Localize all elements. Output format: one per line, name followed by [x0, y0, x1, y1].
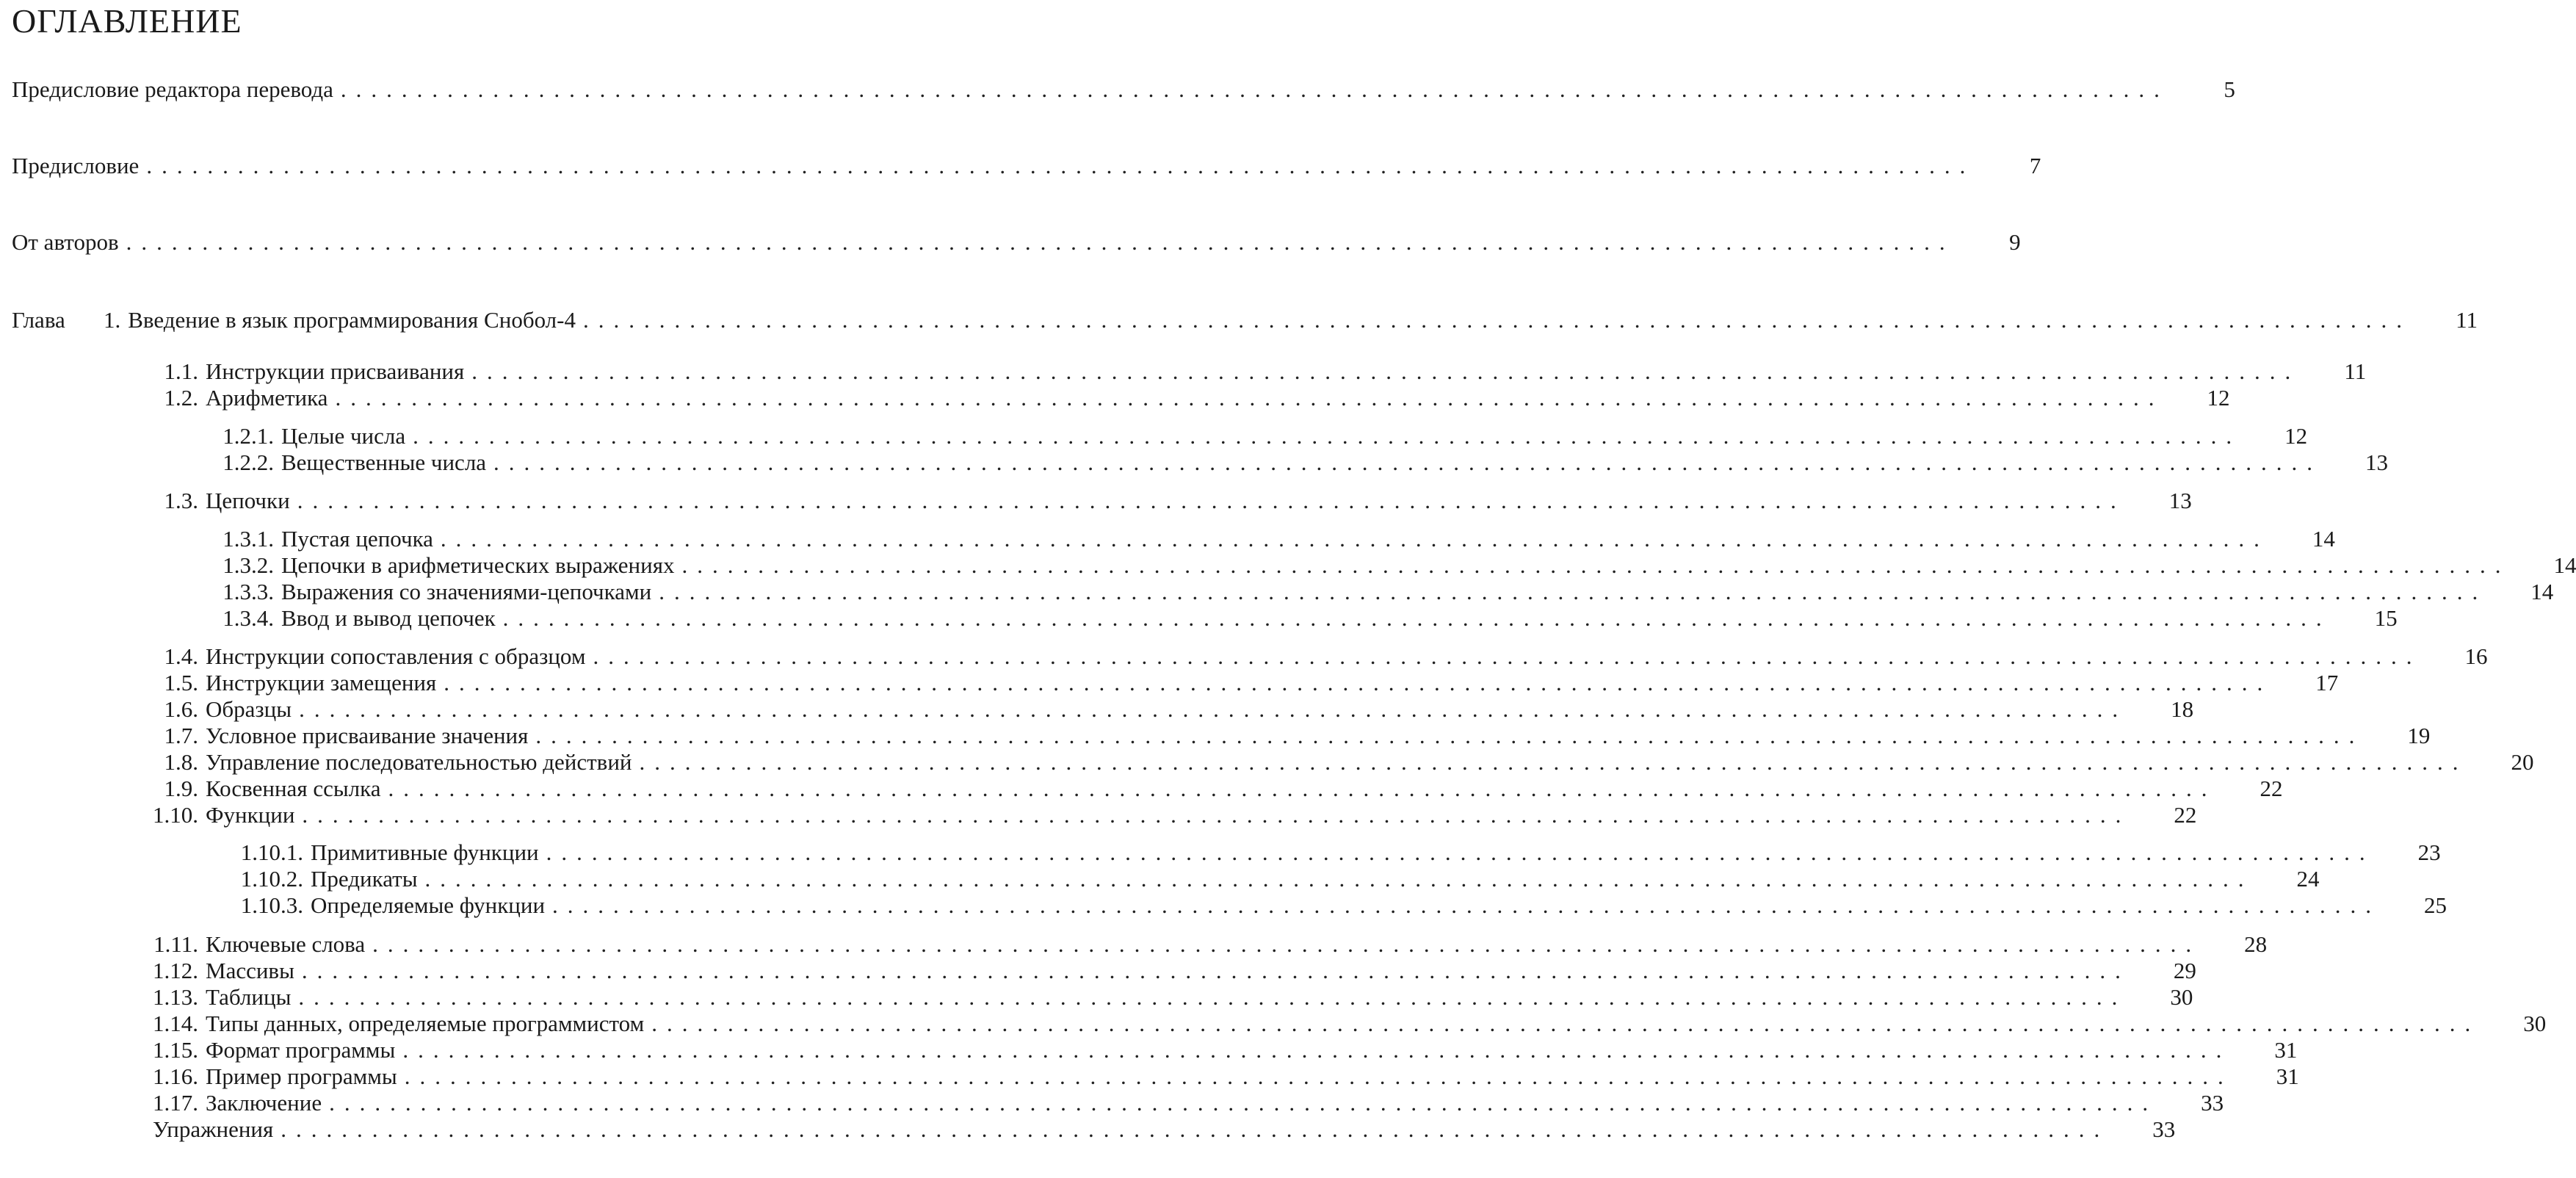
section-number: 1.3.1. — [222, 526, 274, 552]
toc-entry-editor-preface[interactable] — [12, 76, 2235, 102]
toc-page-number: 22 — [2174, 802, 2197, 828]
toc-entry-label: От авторов — [12, 229, 119, 255]
toc-entry-label: Типы данных, определяемые программистом — [206, 1011, 645, 1036]
chapter-word: Глава — [12, 307, 65, 333]
toc-entry-section[interactable] — [140, 776, 2283, 801]
toc-page-number: 5 — [2224, 76, 2235, 102]
leader-dots: ........................................................................................................................ — [593, 643, 2422, 669]
leader-dots: ........................................................................................................................ — [126, 229, 1955, 255]
toc-entry-exercises[interactable] — [153, 1116, 2176, 1142]
toc-page-number: 16 — [2464, 643, 2488, 669]
toc-page-number: 19 — [2407, 723, 2431, 748]
toc-page-number: 13 — [2168, 488, 2192, 513]
section-number: 1.3. — [164, 488, 198, 513]
section-number: 1.10. — [153, 802, 198, 828]
leader-dots: ........................................................................................................................ — [471, 358, 2301, 384]
section-number: 1.15. — [153, 1037, 198, 1063]
toc-entry-subsection[interactable] — [202, 449, 2389, 475]
toc-page-number: 24 — [2296, 866, 2320, 892]
toc-entry-subsection[interactable] — [202, 552, 2576, 578]
toc-page-number: 28 — [2244, 931, 2268, 957]
section-number: 1.14. — [153, 1011, 198, 1036]
leader-dots: ........................................................................................................................ — [440, 526, 2269, 552]
toc-page-number: 25 — [2424, 892, 2447, 918]
toc-page-number: 14 — [2553, 552, 2576, 578]
leader-dots: ........................................................................................................................ — [444, 670, 2273, 695]
page-title: ОГЛАВЛЕНИЕ — [12, 2, 242, 40]
toc-page-number: 13 — [2365, 449, 2389, 475]
section-number: 1.1. — [164, 358, 198, 384]
toc-page-number: 14 — [2530, 579, 2554, 604]
section-number: 1.4. — [164, 643, 198, 669]
toc-entry-label: Цепочки в арифметических выражениях — [281, 552, 675, 578]
toc-entry-label: Формат программы — [206, 1037, 396, 1063]
toc-page-number: 7 — [2029, 153, 2041, 178]
toc-entry-section[interactable] — [140, 358, 2367, 384]
leader-dots: ........................................................................................................................ — [546, 839, 2375, 865]
leader-dots: ........................................................................................................................ — [552, 892, 2381, 918]
toc-entry-subsection[interactable] — [202, 605, 2398, 631]
toc-entry-authors[interactable] — [12, 229, 2021, 255]
leader-dots: ........................................................................................................................ — [388, 776, 2217, 801]
toc-page-number: 31 — [2276, 1063, 2299, 1089]
leader-dots: ........................................................................................................................ — [413, 423, 2242, 449]
toc-entry-label: Косвенная ссылка — [206, 776, 381, 801]
toc-page-number: 30 — [2170, 984, 2193, 1010]
toc-entry-label: Предикаты — [311, 866, 418, 892]
toc-entry-section[interactable] — [140, 643, 2488, 669]
section-number: 1.2. — [164, 385, 198, 411]
toc-entry-label: Выражения со значениями-цепочками — [281, 579, 652, 604]
toc-page-number: 33 — [2201, 1090, 2224, 1116]
toc-page-number: 17 — [2315, 670, 2339, 695]
leader-dots: ........................................................................................................................ — [651, 1011, 2481, 1036]
section-number: 1.11. — [153, 931, 198, 957]
toc-entry-label: Условное присваивание значения — [206, 723, 529, 748]
leader-dots: ........................................................................................................................ — [281, 1116, 2110, 1142]
toc-page-number: 11 — [2456, 307, 2478, 333]
toc-page-number: 12 — [2207, 385, 2230, 411]
toc-entry-section[interactable] — [140, 1090, 2224, 1116]
toc-entry-subsection[interactable] — [202, 526, 2335, 552]
toc-entry-section[interactable] — [140, 931, 2268, 957]
toc-entry-label: Таблицы — [206, 984, 292, 1010]
toc-entry-label: Упражнения — [153, 1116, 274, 1142]
leader-dots: ........................................................................................................................ — [335, 385, 2164, 411]
section-number: 1.13. — [153, 984, 198, 1010]
toc-entry-label: Целые числа — [281, 423, 406, 449]
toc-entry-label: Введение в язык программирования Снобол-4 — [128, 307, 576, 333]
toc-entry-section[interactable] — [140, 670, 2339, 695]
toc-entry-label: Предисловие — [12, 153, 140, 178]
toc-page-number: 14 — [2312, 526, 2335, 552]
toc-entry-subsection[interactable] — [217, 866, 2320, 892]
leader-dots: ........................................................................................................................ — [582, 307, 2412, 333]
toc-entry-label: Управление последовательностью действий — [206, 749, 632, 775]
toc-page-number: 31 — [2274, 1037, 2298, 1063]
toc-entry-label: Массивы — [206, 958, 294, 983]
chapter-number: 1. — [104, 307, 121, 333]
toc-page-number: 22 — [2260, 776, 2283, 801]
toc-entry-section[interactable] — [140, 749, 2534, 775]
toc-page-number: 18 — [2171, 696, 2194, 722]
toc-entry-section[interactable] — [140, 958, 2196, 983]
leader-dots: ........................................................................................................................ — [302, 802, 2131, 828]
section-number: 1.3.2. — [222, 552, 274, 578]
toc-page-number: 9 — [2009, 229, 2021, 255]
leader-dots: ........................................................................................................................ — [340, 76, 2169, 102]
toc-page-number: 20 — [2511, 749, 2534, 775]
section-number: 1.2.1. — [222, 423, 274, 449]
toc-page-number: 12 — [2284, 423, 2308, 449]
toc-entry-label: Вещественные числа — [281, 449, 487, 475]
section-number: 1.6. — [164, 696, 198, 722]
section-number: 1.10.1. — [240, 839, 303, 865]
leader-dots: ........................................................................................................................ — [297, 488, 2126, 513]
leader-dots: ........................................................................................................................ — [372, 931, 2201, 957]
toc-entry-section[interactable] — [140, 696, 2194, 722]
leader-dots: ........................................................................................................................ — [424, 866, 2254, 892]
section-number: 1.3.3. — [222, 579, 274, 604]
toc-entry-label: Пример программы — [206, 1063, 397, 1089]
leader-dots: ........................................................................................................................ — [301, 958, 2130, 983]
toc-entry-label: Арифметика — [206, 385, 328, 411]
toc-page-number: 29 — [2173, 958, 2196, 983]
section-number: 1.7. — [164, 723, 198, 748]
section-number: 1.5. — [164, 670, 198, 695]
toc-page-number: 15 — [2374, 605, 2398, 631]
toc-entry-label: Цепочки — [206, 488, 290, 513]
toc-entry-section[interactable] — [140, 1011, 2547, 1036]
leader-dots: ........................................................................................................................ — [502, 605, 2331, 631]
section-number: 1.3.4. — [222, 605, 274, 631]
section-number: 1.12. — [153, 958, 198, 983]
toc-entry-section[interactable] — [140, 984, 2193, 1010]
leader-dots: ........................................................................................................................ — [535, 723, 2365, 748]
toc-entry-subsection[interactable] — [217, 839, 2441, 865]
toc-page-number: 33 — [2152, 1116, 2176, 1142]
toc-entry-section[interactable] — [140, 802, 2197, 828]
toc-entry-section[interactable] — [140, 723, 2431, 748]
section-number: 1.8. — [164, 749, 198, 775]
toc-entry-label: Функции — [206, 802, 295, 828]
section-number: 1.16. — [153, 1063, 198, 1089]
section-number: 1.17. — [153, 1090, 198, 1116]
section-number: 1.10.3. — [240, 892, 303, 918]
leader-dots: ........................................................................................................................ — [146, 153, 1975, 178]
toc-entry-label: Инструкции сопоставления с образцом — [206, 643, 586, 669]
toc-entry-subsection[interactable] — [202, 423, 2308, 449]
toc-entry-preface[interactable] — [12, 153, 2041, 178]
toc-entry-label: Ввод и вывод цепочек — [281, 605, 496, 631]
section-number: 1.9. — [164, 776, 198, 801]
toc-entry-chapter-1[interactable] — [12, 307, 2478, 333]
leader-dots: ........................................................................................................................ — [298, 984, 2127, 1010]
toc-entry-label: Заключение — [206, 1090, 322, 1116]
leader-dots: ........................................................................................................................ — [493, 449, 2323, 475]
toc-entry-section[interactable] — [140, 1037, 2298, 1063]
toc-entry-section[interactable] — [140, 385, 2230, 411]
toc-entry-label: Инструкции замещения — [206, 670, 437, 695]
toc-entry-label: Предисловие редактора перевода — [12, 76, 333, 102]
toc-page-number: 30 — [2523, 1011, 2547, 1036]
leader-dots: ........................................................................................................................ — [402, 1037, 2232, 1063]
toc-entry-label: Образцы — [206, 696, 292, 722]
toc-entry-label: Определяемые функции — [311, 892, 546, 918]
toc-entry-subsection[interactable] — [217, 892, 2447, 918]
toc-entry-section[interactable] — [140, 488, 2192, 513]
leader-dots: ........................................................................................................................ — [659, 579, 2488, 604]
leader-dots: ........................................................................................................................ — [639, 749, 2468, 775]
toc-entry-label: Инструкции присваивания — [206, 358, 465, 384]
toc-page-number: 23 — [2417, 839, 2441, 865]
leader-dots: ........................................................................................................................ — [299, 696, 2128, 722]
toc-entry-subsection[interactable] — [202, 579, 2554, 604]
leader-dots: ........................................................................................................................ — [404, 1063, 2233, 1089]
leader-dots: ........................................................................................................................ — [329, 1090, 2158, 1116]
section-number: 1.10.2. — [240, 866, 303, 892]
toc-entry-label: Ключевые слова — [206, 931, 366, 957]
toc-entry-section[interactable] — [140, 1063, 2299, 1089]
toc-page-number: 11 — [2344, 358, 2367, 384]
section-number: 1.2.2. — [222, 449, 274, 475]
toc-entry-label: Примитивные функции — [311, 839, 539, 865]
leader-dots: ........................................................................................................................ — [681, 552, 2511, 578]
toc-entry-label: Пустая цепочка — [281, 526, 433, 552]
